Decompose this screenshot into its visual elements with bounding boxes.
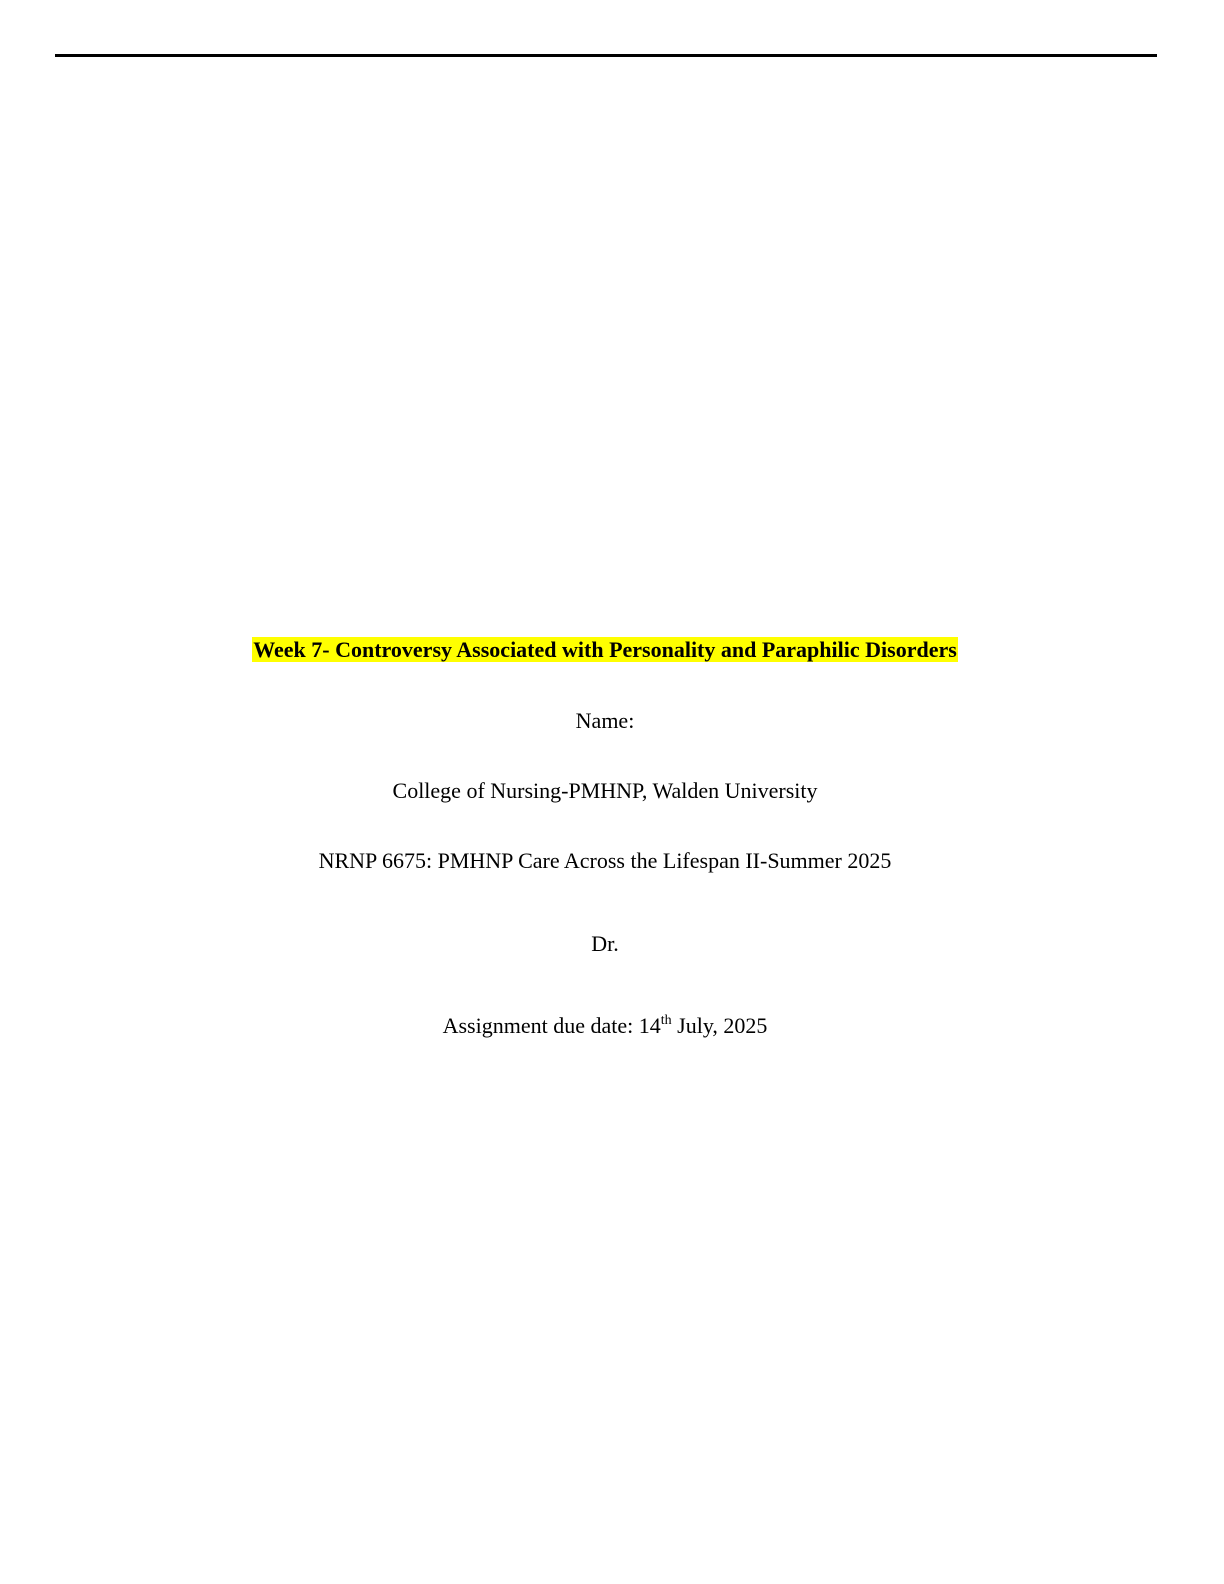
due-date-suffix: July, 2025	[671, 1013, 768, 1038]
course-line: NRNP 6675: PMHNP Care Across the Lifespan II-Summer 2025	[318, 848, 892, 873]
student-name-line: Name:	[575, 708, 635, 733]
instructor-line: Dr.	[591, 931, 619, 956]
due-date-prefix: Assignment due date: 14	[442, 1013, 661, 1038]
college-line: College of Nursing-PMHNP, Walden University	[392, 778, 818, 803]
document-title: Week 7- Controversy Associated with Personality and Paraphilic Disorders	[253, 637, 957, 662]
due-date-ordinal: th	[660, 1013, 672, 1028]
due-date-line	[0, 1013, 1210, 1039]
document-title-line	[0, 637, 1210, 663]
header-rule	[55, 54, 1157, 57]
